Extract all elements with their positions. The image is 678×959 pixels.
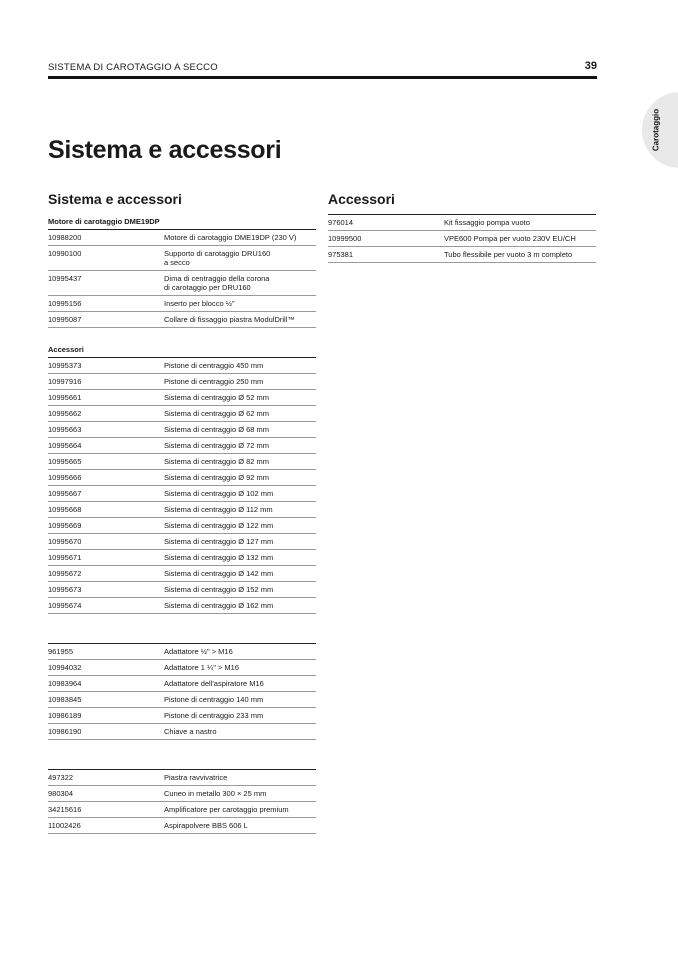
table-row xyxy=(48,502,316,518)
article-code: 980304 xyxy=(48,786,164,802)
article-description: Supporto di carotaggio DRU160 a secco xyxy=(164,246,316,271)
article-description: Sistema di centraggio Ø 82 mm xyxy=(164,454,316,470)
article-description: Pistone di centraggio 233 mm xyxy=(164,708,316,724)
article-description: Sistema di centraggio Ø 52 mm xyxy=(164,390,316,406)
table-row xyxy=(48,598,316,614)
right-heading: Accessori xyxy=(328,191,395,207)
table-row xyxy=(48,724,316,740)
article-code: 10995672 xyxy=(48,566,164,582)
article-code: 10995665 xyxy=(48,454,164,470)
article-description: Sistema di centraggio Ø 152 mm xyxy=(164,582,316,598)
table-row xyxy=(48,438,316,454)
article-description: Tubo flessibile per vuoto 3 m completo xyxy=(444,247,596,263)
article-description: Sistema di centraggio Ø 122 mm xyxy=(164,518,316,534)
article-code: 10995673 xyxy=(48,582,164,598)
product-group-table xyxy=(48,214,316,328)
article-description: Pistone di centraggio 140 mm xyxy=(164,692,316,708)
group-spacer xyxy=(48,740,316,754)
table-row xyxy=(48,422,316,438)
table-row xyxy=(48,486,316,502)
article-code: 34215616 xyxy=(48,802,164,818)
table-row xyxy=(48,644,316,660)
article-description: Pistone di centraggio 250 mm xyxy=(164,374,316,390)
group-spacer xyxy=(48,328,316,342)
article-description: Piastra ravvivatrice xyxy=(164,770,316,786)
table-row xyxy=(48,550,316,566)
article-code: 976014 xyxy=(328,215,444,231)
article-code: 10988200 xyxy=(48,230,164,246)
article-description: Sistema di centraggio Ø 162 mm xyxy=(164,598,316,614)
table-row xyxy=(48,786,316,802)
article-description: Motore di carotaggio DME19DP (230 V) xyxy=(164,230,316,246)
right-column xyxy=(328,190,596,263)
article-code: 10995437 xyxy=(48,271,164,296)
article-description: Sistema di centraggio Ø 112 mm xyxy=(164,502,316,518)
group-header-row xyxy=(48,754,316,770)
table-row xyxy=(48,271,316,296)
table-row xyxy=(48,374,316,390)
article-code: 10986190 xyxy=(48,724,164,740)
article-code: 10983845 xyxy=(48,692,164,708)
table-row xyxy=(48,406,316,422)
section-side-tab xyxy=(642,92,678,168)
article-code: 10995156 xyxy=(48,296,164,312)
article-description: Sistema di centraggio Ø 142 mm xyxy=(164,566,316,582)
article-description: Pistone di centraggio 450 mm xyxy=(164,358,316,374)
article-description: Sistema di centraggio Ø 102 mm xyxy=(164,486,316,502)
article-code: 497322 xyxy=(48,770,164,786)
table-row xyxy=(48,230,316,246)
product-group-table xyxy=(48,628,316,740)
article-description: Sistema di centraggio Ø 68 mm xyxy=(164,422,316,438)
accessories-table xyxy=(328,214,596,263)
table-row xyxy=(48,676,316,692)
table-row xyxy=(48,518,316,534)
article-description: Sistema di centraggio Ø 92 mm xyxy=(164,470,316,486)
table-row xyxy=(48,802,316,818)
article-code: 10995671 xyxy=(48,550,164,566)
article-code: 11002426 xyxy=(48,818,164,834)
table-row xyxy=(48,296,316,312)
table-row xyxy=(48,312,316,328)
table-row xyxy=(48,454,316,470)
group-spacer xyxy=(48,614,316,628)
article-description: Chiave a nastro xyxy=(164,724,316,740)
table-row xyxy=(48,818,316,834)
article-description: Dima di centraggio della corona di carotaggio per DRU160 xyxy=(164,271,316,296)
table-row xyxy=(48,770,316,786)
group-header-row xyxy=(48,214,316,230)
header-title: SISTEMA DI CAROTAGGIO A SECCO xyxy=(48,62,218,73)
article-code: 10995664 xyxy=(48,438,164,454)
group-header-row xyxy=(48,342,316,358)
side-tab-label: Carotaggio xyxy=(651,108,661,152)
left-column xyxy=(48,190,316,834)
running-header xyxy=(48,58,597,79)
article-description: Collare di fissaggio piastra ModulDrill™ xyxy=(164,312,316,328)
page-title: Sistema e accessori xyxy=(48,136,282,164)
group-title xyxy=(48,628,316,644)
table-row xyxy=(48,708,316,724)
left-heading: Sistema e accessori xyxy=(48,191,182,207)
article-code: 10983964 xyxy=(48,676,164,692)
article-code: 10997916 xyxy=(48,374,164,390)
article-code: 10995087 xyxy=(48,312,164,328)
product-group-table xyxy=(48,342,316,614)
article-code: 10995668 xyxy=(48,502,164,518)
group-header-row xyxy=(48,628,316,644)
table-row xyxy=(48,470,316,486)
article-code: 10995666 xyxy=(48,470,164,486)
table-row xyxy=(48,534,316,550)
table-row xyxy=(328,215,596,231)
article-code: 10995674 xyxy=(48,598,164,614)
article-code: 10995661 xyxy=(48,390,164,406)
table-row xyxy=(48,390,316,406)
article-description: Cuneo in metallo 300 × 25 mm xyxy=(164,786,316,802)
article-description: Adattatore ½" > M16 xyxy=(164,644,316,660)
article-description: Inserto per blocco ½" xyxy=(164,296,316,312)
table-row xyxy=(48,246,316,271)
table-row xyxy=(48,692,316,708)
article-description: Kit fissaggio pompa vuoto xyxy=(444,215,596,231)
article-code: 10995662 xyxy=(48,406,164,422)
article-code: 10995667 xyxy=(48,486,164,502)
table-row xyxy=(48,358,316,374)
table-row xyxy=(328,231,596,247)
group-title: Accessori xyxy=(48,342,316,358)
article-description: Amplificatore per carotaggio premium xyxy=(164,802,316,818)
page-number: 39 xyxy=(584,60,597,72)
article-code: 10995669 xyxy=(48,518,164,534)
article-description: Sistema di centraggio Ø 127 mm xyxy=(164,534,316,550)
group-title: Motore di carotaggio DME19DP xyxy=(48,214,316,230)
article-code: 10986189 xyxy=(48,708,164,724)
table-row xyxy=(328,247,596,263)
group-title xyxy=(48,754,316,770)
article-description: VPE600 Pompa per vuoto 230V EU/CH xyxy=(444,231,596,247)
article-description: Sistema di centraggio Ø 132 mm xyxy=(164,550,316,566)
article-description: Sistema di centraggio Ø 62 mm xyxy=(164,406,316,422)
table-row xyxy=(48,582,316,598)
article-code: 975381 xyxy=(328,247,444,263)
article-description: Adattatore dell'aspiratore M16 xyxy=(164,676,316,692)
article-code: 10995663 xyxy=(48,422,164,438)
article-description: Aspirapolvere BBS 606 L xyxy=(164,818,316,834)
article-code: 10995373 xyxy=(48,358,164,374)
article-description: Sistema di centraggio Ø 72 mm xyxy=(164,438,316,454)
article-code: 10999500 xyxy=(328,231,444,247)
article-description: Adattatore 1 ¼" > M16 xyxy=(164,660,316,676)
table-row xyxy=(48,660,316,676)
product-group-table xyxy=(48,754,316,834)
article-code: 961955 xyxy=(48,644,164,660)
left-product-groups xyxy=(48,214,316,834)
article-code: 10990100 xyxy=(48,246,164,271)
article-code: 10995670 xyxy=(48,534,164,550)
article-code: 10994032 xyxy=(48,660,164,676)
table-row xyxy=(48,566,316,582)
